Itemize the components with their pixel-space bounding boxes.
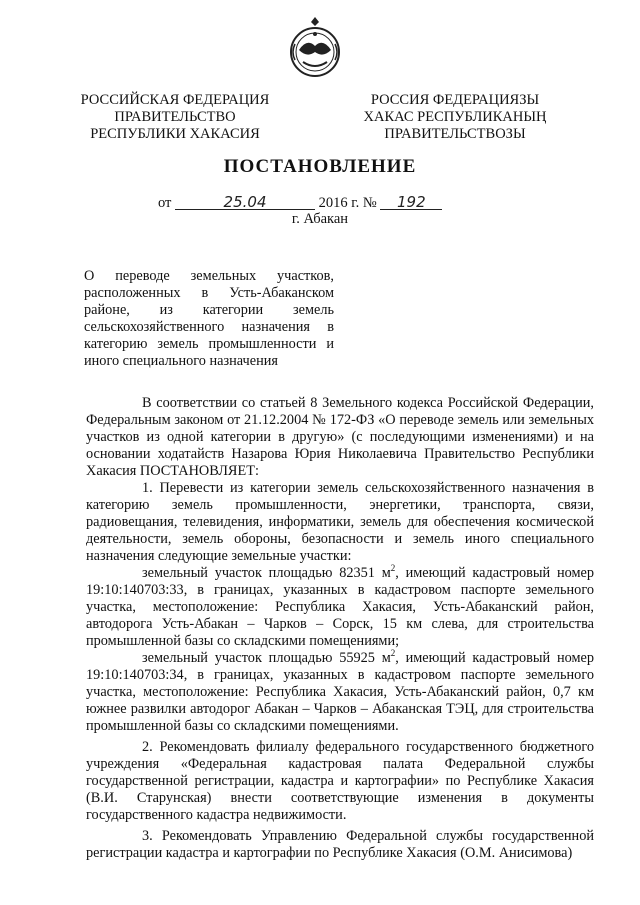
plot2-text-pre: земельный участок площадью 55925 м [142,650,391,666]
plot1-text-post: , имеющий кадастровый номер 19:10:140703:33, в границах, указанных в кадастровом паспорте земельного участка, местоположение: Республика Хакасия, Усть-Абаканский район, автодорога Усть-Абакан – Чарков – Сорск, 15 км слева, для строительства промышленной базы со складскими помещениями; [86,565,595,649]
date-handwritten: 25.04 [175,195,315,210]
header-left-line1: РОССИЙСКАЯ ФЕДЕРАЦИЯ [80,92,270,108]
header-left-block [70,92,280,143]
header-right-line1: РОССИЯ ФЕДЕРАЦИЯЗЫ [370,92,540,108]
document-subject [84,268,334,370]
document-body [86,395,594,862]
number-handwritten: 192 [380,195,442,210]
plot1-sup: 2 [390,563,396,574]
body-item1: 1. Перевести из категории земель сельскохозяйственного назначения в категорию земель промышленности, энергетики, транспорта, связи, радиовещания, телевидения, информатики, земель для обеспечения космической деятельности, земель обороны, безопасности и земель иного специального назначения следующие земельные участки: [86,480,594,564]
body-intro: В соответствии со статьей 8 Земельного кодекса Российской Федерации, Федеральным законом от 21.12.2004 № 172-ФЗ «О переводе земель или земельных участков из одной категории в другую» (с последующими изменениями) и на основании ходатайств Назарова Юрия Николаевича Правительство Республики Хакасия ПОСТАНОВЛЯЕТ: [86,395,594,479]
body-item3: 3. Рекомендовать Управлению Федеральной службы государственной регистрации кадастра и картографии по Республике Хакасия (О.М. Анисимова) [86,828,594,861]
body-plot1 [86,565,594,650]
plot2-text-post: , имеющий кадастровый номер 19:10:140703:34, в границах, указанных в кадастровом паспорте земельного участка, местоположение: Республика Хакасия, Усть-Абаканский район, 0,7 км южнее развилки автодорог Абакан – Чарков – Абаканская ТЭЦ, для строительства промышленной базы со складскими помещениями. [86,650,595,734]
coat-of-arms-emblem-icon [285,14,345,84]
plot1-text-pre: земельный участок площадью 82351 м [142,565,391,581]
date-year: 2016 г. [318,195,360,211]
header-left-line3: РЕСПУБЛИКИ ХАКАСИЯ [90,126,260,142]
date-from-label: от [158,195,172,211]
subject-text: О переводе земельных участков, расположенных в Усть-Абаканском районе, из категории земель сельскохозяйственного назначения в категорию земель промышленности и иного специального назначения [84,268,334,369]
header-left-line2: ПРАВИТЕЛЬСТВО [114,109,236,125]
plot2-sup: 2 [390,648,396,659]
header-right-line2: ХАКАС РЕСПУБЛИКАНЫҢ [363,109,547,125]
document-title: ПОСТАНОВЛЕНИЕ [223,156,417,177]
date-number-line [158,195,488,212]
body-plot2 [86,650,594,735]
number-label: № [362,195,377,211]
body-item2: 2. Рекомендовать филиалу федерального государственного бюджетного учреждения «Федеральная кадастровая палата Федеральной службы государственной регистрации, кадастра и картографии» по Республике Хакасия (В.И. Старунская) внести соответствующие изменения в документы государственного кадастра недвижимости. [86,739,594,823]
city-label: г. Абакан [291,211,349,227]
header-right-line3: ПРАВИТЕЛЬСТВОЗЫ [384,126,526,142]
header-right-block [350,92,560,143]
